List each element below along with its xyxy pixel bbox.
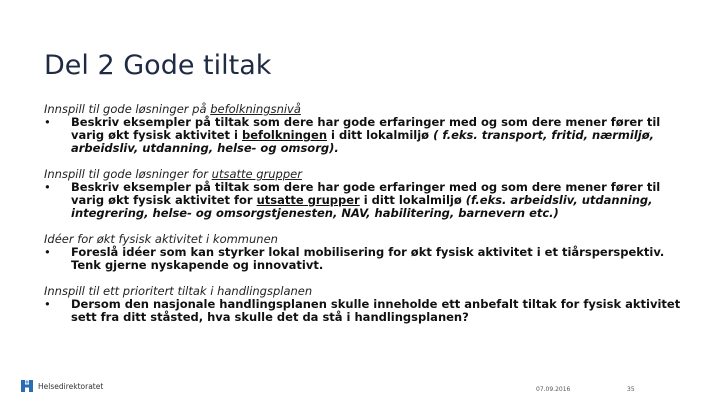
slide-footer — [0, 375, 720, 405]
bullet-text — [71, 181, 684, 220]
section-population — [44, 103, 684, 155]
section-vulnerable-groups — [44, 168, 684, 220]
page-number: 35 — [627, 386, 635, 393]
bullet-text-part: Beskriv eksempler på tiltak som dere har gode erfaringer med og som dere mener fører til varig økt fysisk aktivitet i — [71, 115, 661, 142]
bullet-item — [44, 246, 684, 272]
section-priority-measure — [44, 285, 684, 324]
bullet-marker: • — [44, 180, 51, 194]
slide-title: Del 2 Gode tiltak — [44, 50, 272, 81]
section-heading: Idéer for økt fysisk aktivitet i kommunen — [44, 232, 278, 246]
bullet-text-underlined: utsatte grupper — [256, 193, 360, 207]
heading-underlined: utsatte grupper — [211, 167, 302, 181]
bullet-text-part: i ditt lokalmiljø — [359, 193, 466, 207]
bullet-marker: • — [44, 115, 51, 129]
bullet-item — [44, 116, 684, 155]
bullet-item — [44, 181, 684, 220]
section-ideas — [44, 233, 684, 272]
footer-date: 07.09.2016 — [536, 386, 571, 393]
heading-text: Innspill til gode løsninger for — [44, 167, 212, 181]
bullet-text-underlined: befolkningen — [241, 128, 328, 142]
section-heading: Innspill til ett prioritert tiltak i handlingsplanen — [44, 284, 313, 298]
logo-text: Helsedirektoratet — [38, 381, 104, 391]
bullet-text-italic: ( f.eks. transport, fritid, nærmiljø, arbeidsliv, utdanning, helse- og omsorg). — [71, 128, 655, 155]
bullet-text-part: Beskriv eksempler på tiltak som dere har gode erfaringer med og som dere mener fører til varig økt fysisk aktivitet for — [71, 180, 661, 207]
helsedirektoratet-logo-icon — [20, 379, 34, 393]
bullet-item — [44, 298, 684, 324]
bullet-marker: • — [44, 245, 51, 259]
bullet-text-part: i ditt lokalmiljø — [327, 128, 434, 142]
bullet-text: Dersom den nasjonale handlingsplanen skulle inneholde ett anbefalt tiltak for fysisk aktivitet sett fra ditt ståsted, hva skulle det da stå i handlingsplanen? — [71, 297, 681, 324]
bullet-text-italic: (f.eks. arbeidsliv, utdanning, integrering, helse- og omsorgstjenesten, NAV, habilitering, barnevern etc.) — [71, 193, 653, 220]
bullet-marker: • — [44, 297, 51, 311]
slide-content — [44, 103, 684, 337]
heading-text: Innspill til gode løsninger på — [44, 102, 211, 116]
heading-underlined: befolkningsnivå — [210, 102, 301, 116]
logo — [20, 379, 103, 393]
bullet-text: Foreslå idéer som kan styrker lokal mobilisering for økt fysisk aktivitet i et tiårsperspektiv. Tenk gjerne nyskapende og innovativt. — [71, 245, 665, 272]
bullet-text — [71, 116, 684, 155]
